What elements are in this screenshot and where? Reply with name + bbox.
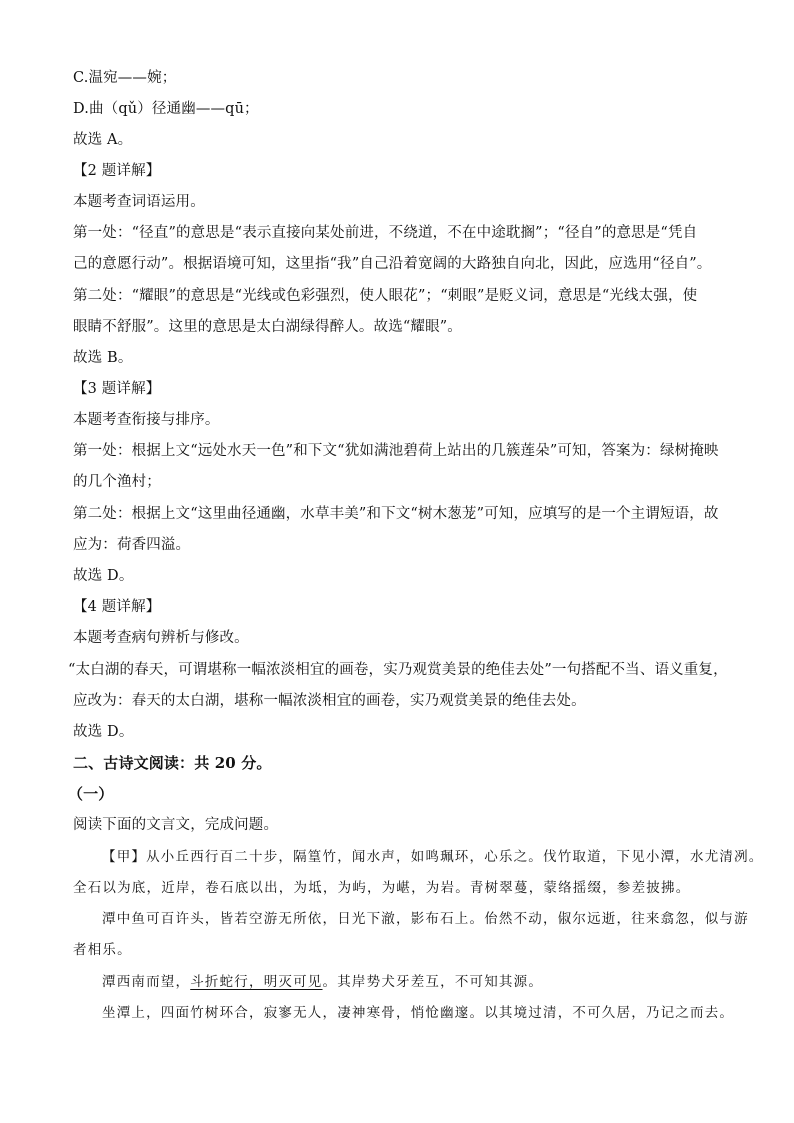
q3-explanation-line: 第二处：根据上文“这里曲径通幽，水草丰美”和下文“树木葱茏”可知，应填写的是一个主谓短语，故: [73, 506, 719, 522]
passage-paragraph-4: 坐潭上，四面竹树环合，寂寥无人，凄神寒骨，悄怆幽邃。以其境过清，不可久居，乃记之而去。: [102, 1005, 735, 1021]
q3-explanation-line: 的几个渔村；: [73, 474, 161, 490]
q3-topic: 本题考查衔接与排序。: [73, 412, 220, 428]
answer-choice-q4: 故选 D。: [73, 724, 134, 740]
q2-explanation-line: 眼睛不舒服”。这里的意思是太白湖绿得醉人。故选“耀眼”。: [73, 319, 462, 335]
passage-paragraph-1: 【甲】从小丘西行百二十步，隔篁竹，闻水声，如鸣珮环，心乐之。伐竹取道，下见小潭，水尤清冽。: [102, 849, 764, 865]
passage-paragraph-2: 潭中鱼可百许头，皆若空游无所依，日光下澈，影布石上。佁然不动，俶尔远逝，往来翕忽，似与游: [102, 911, 749, 927]
q2-explanation-line: 第一处：“径直”的意思是“表示直接向某处前进，不绕道，不在中途耽搁”；“径自”的意思是“凭自: [73, 225, 698, 241]
q2-topic: 本题考查词语运用。: [73, 194, 205, 210]
answer-choice-q1: 故选 A。: [73, 132, 133, 148]
q3-explanation-line: 应为：荷香四溢。: [73, 537, 191, 553]
answer-line-d: D.曲（qǔ）径通幽——qū；: [73, 101, 259, 117]
underlined-phrase: 斗折蛇行，明灭可见: [190, 974, 323, 990]
answer-choice-q2: 故选 B。: [73, 350, 133, 366]
q3-heading: 【3 题详解】: [73, 381, 161, 397]
q2-explanation-line: 第二处：“耀眼”的意思是“光线或色彩强烈，使人眼花”；“刺眼”是贬义词，意思是“光线太强，使: [73, 288, 698, 304]
q2-explanation-line: 己的意愿行动”。根据语境可知，这里指“我”自己沿着宽阔的大路独自向北，因此，应选用“径自”。: [73, 256, 712, 272]
answer-line-c: C.温宛——婉；: [73, 70, 177, 86]
subsection-heading: （一）: [68, 785, 114, 803]
q4-explanation-line: “太白湖的春天，可谓堪称一幅浓淡相宜的画卷，实乃观赏美景的绝佳去处”一句搭配不当、语义重复，: [68, 662, 728, 678]
q2-heading: 【2 题详解】: [73, 163, 161, 179]
q4-topic: 本题考查病句辨析与修改。: [73, 630, 249, 646]
reading-instruction: 阅读下面的文言文，完成问题。: [73, 817, 279, 833]
passage-paragraph-3: [102, 972, 792, 992]
passage-paragraph-1-cont: 全石以为底，近岸，卷石底以出，为坻，为屿，为嵁，为岩。青树翠蔓，蒙络摇缀，参差披拂。: [73, 880, 691, 896]
passage-text: 。其岸势犬牙差互，不可知其源。: [322, 974, 544, 990]
passage-paragraph-2-cont: 者相乐。: [73, 942, 132, 958]
q3-explanation-line: 第一处：根据上文“远处水天一色”和下文“犹如满池碧荷上站出的几簇莲朵”可知，答案为：绿树掩映: [73, 443, 719, 459]
section-heading: 二、古诗文阅读：共 20 分。: [73, 754, 272, 772]
answer-choice-q3: 故选 D。: [73, 568, 134, 584]
q4-explanation-line: 应改为：春天的太白湖，堪称一幅浓淡相宜的画卷，实乃观赏美景的绝佳去处。: [73, 693, 586, 709]
passage-text: 潭西南而望，: [102, 974, 191, 990]
q4-heading: 【4 题详解】: [73, 599, 161, 615]
